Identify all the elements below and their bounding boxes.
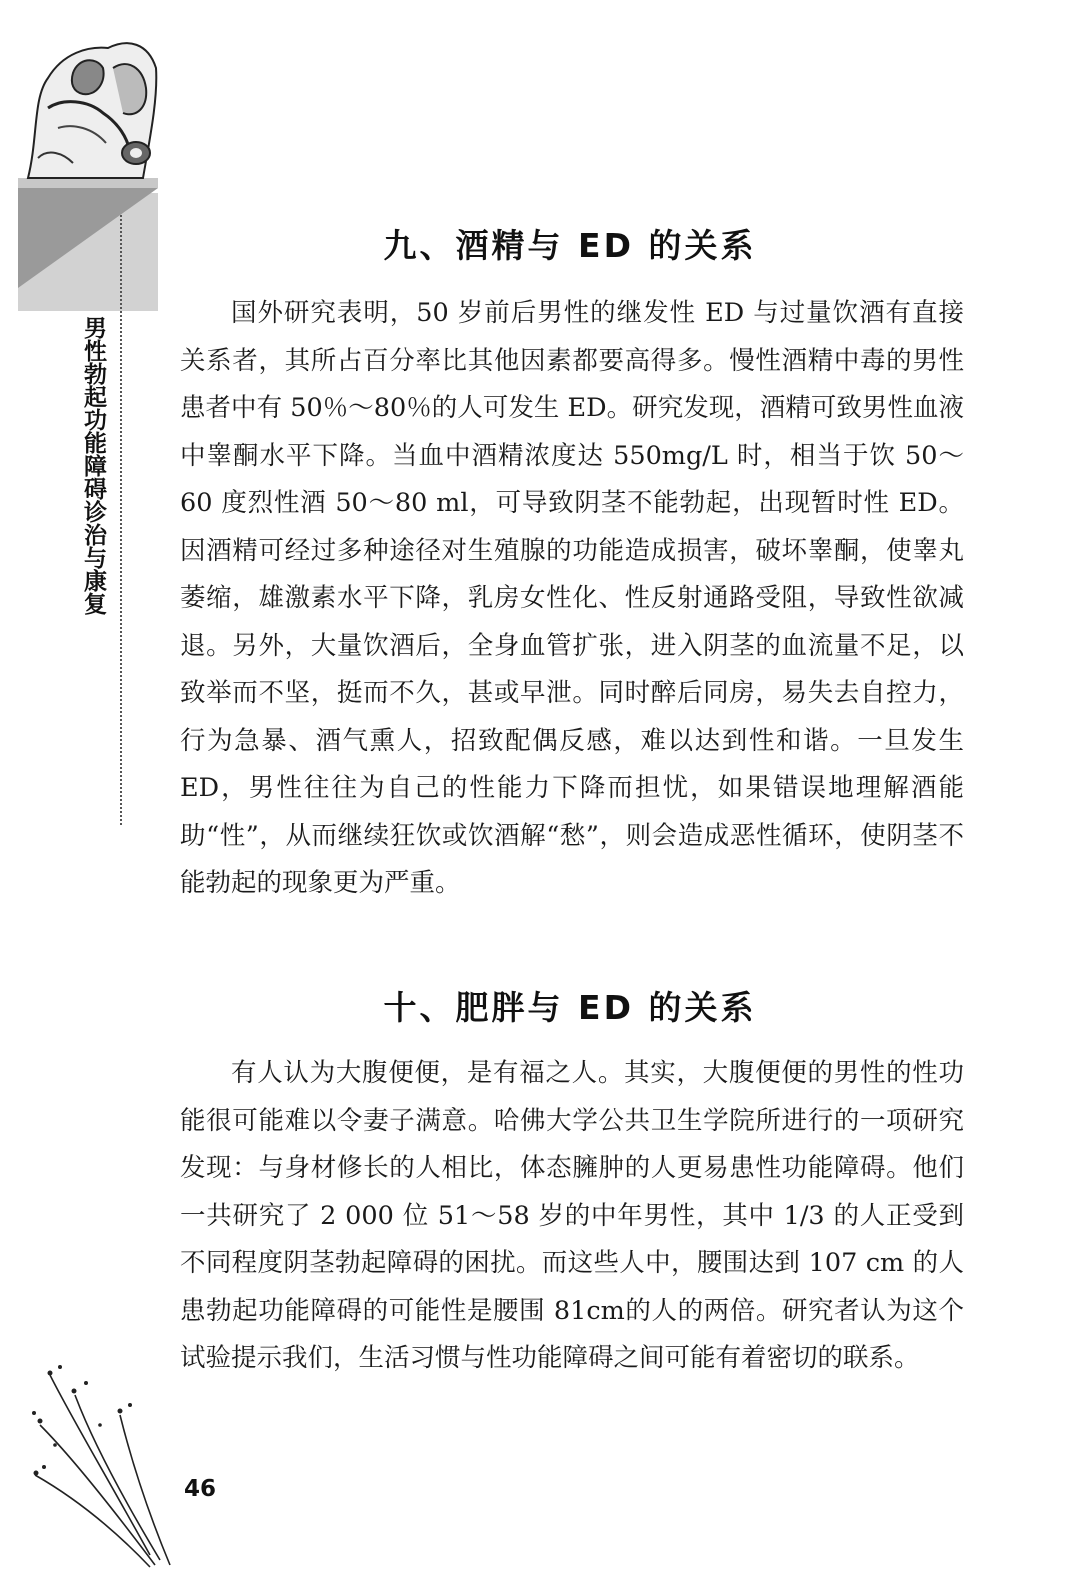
section-paragraph-alcohol: 国外研究表明，50 岁前后男性的继发性 ED 与过量饮酒有直接关系者，其所占百分率比其他因素都要高得多。慢性酒精中毒的男性患者中有 50％～80％的人可发生 ED。研究发现，酒精可致男性血液中睾酮水平下降。当血中酒精浓度达 550mg/L 时，相当于饮 50～60 度烈性酒 50～80 ml，可导致阴茎不能勃起，出现暂时性 ED。因酒精可经过多种途径对生殖腺的功能造成损害，破坏睾酮，使睾丸萎缩，雄激素水平下降，乳房女性化、性反射通路受阻，导致性欲减退。另外，大量饮酒后，全身血管扩张，进入阴茎的血流量不足，以致举而不坚，挺而不久，甚或早泄。同时醉后同房，易失去自控力，行为急暴、酒气熏人，招致配偶反感，难以达到性和谐。一旦发生 ED，男性往往为自己的性能力下降而担忧，如果错误地理解酒能助“性”，从而继续狂饮或饮酒解“愁”，则会造成恶性循环，使阴茎不能勃起的现象更为严重。 xyxy=(180,298,964,898)
muscleman-illustration xyxy=(18,28,168,313)
side-dotted-rule xyxy=(120,215,122,825)
section-heading-obesity: 十、肥胖与 ED 的关系 xyxy=(383,988,757,1027)
section-paragraph-obesity: 有人认为大腹便便，是有福之人。其实，大腹便便的男性的性功能很可能难以令妻子满意。哈佛大学公共卫生学院所进行的一项研究发现：与身材修长的人相比，体态臃肿的人更易患性功能障碍。他们一共研究了 2 000 位 51～58 岁的中年男性，其中 1/3 的人正受到不同程度阴茎勃起障碍的困扰。而这些人中，腰围达到 107 cm 的人患勃起功能障碍的可能性是腰围 81cm的人的两倍。研究者认为这个试验提示我们，生活习惯与性功能障碍之间可能有着密切的联系。 xyxy=(180,1058,964,1373)
page-number: 46 xyxy=(184,1476,217,1502)
floral-decoration xyxy=(30,1355,200,1571)
section-heading-alcohol: 九、酒精与 ED 的关系 xyxy=(383,226,757,265)
running-title: 男性勃起功能障碍诊治与康复 xyxy=(80,316,106,615)
